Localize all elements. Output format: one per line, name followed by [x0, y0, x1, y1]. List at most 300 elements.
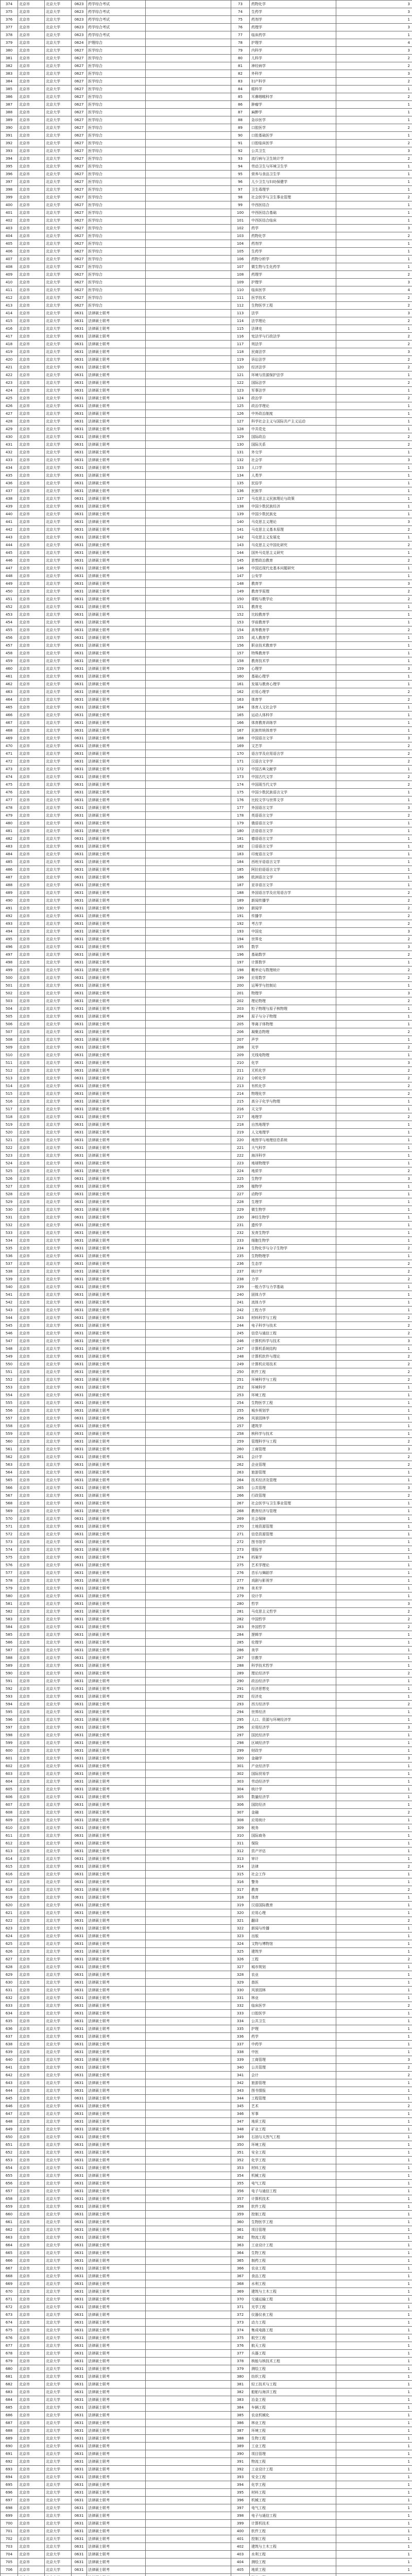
table-cell: 1	[336, 2211, 412, 2218]
table-cell: 人类学	[250, 472, 336, 480]
table-row	[1, 1747, 412, 1755]
table-cell: 发展与教育心理学	[250, 681, 336, 688]
table-cell	[146, 1392, 231, 1399]
table-cell: 2	[336, 55, 412, 62]
table-cell: 法律硕士联考	[87, 2149, 146, 2157]
table-cell: 计算机应用技术	[250, 1361, 336, 1368]
table-cell: 617	[1, 1878, 18, 1886]
table-cell: 法律硕士联考	[87, 1701, 146, 1708]
table-cell: 北京市	[18, 2558, 45, 2566]
table-cell	[146, 882, 231, 889]
table-cell: 北京大学	[45, 341, 72, 348]
table-cell: 500	[1, 974, 18, 982]
table-cell: 0627	[72, 178, 87, 186]
table-cell: 0631	[72, 1175, 87, 1183]
table-cell: 北京市	[18, 1453, 45, 1461]
table-row	[1, 796, 412, 804]
table-cell	[146, 31, 231, 39]
table-cell: 334	[231, 2018, 250, 2025]
table-cell: 法律硕士联考	[87, 2543, 146, 2551]
table-cell: 233	[231, 1237, 250, 1245]
table-cell: 北京大学	[45, 1005, 72, 1013]
table-cell: 333	[231, 2010, 250, 2018]
table-cell: 粒子物理与原子核物理	[250, 1005, 336, 1013]
table-cell: 林业工程	[250, 2419, 336, 2427]
table-cell: 农业工程	[250, 2265, 336, 2273]
table-cell: 北京市	[18, 495, 45, 503]
table-cell: 506	[1, 1021, 18, 1028]
table-cell: 345	[231, 2103, 250, 2110]
table-cell: 药物化学	[250, 232, 336, 240]
table-cell: 2	[336, 271, 412, 279]
table-cell: 2	[336, 967, 412, 974]
table-cell: 1	[336, 1577, 412, 1585]
table-row	[1, 2211, 412, 2218]
table-cell: 479	[1, 812, 18, 820]
table-cell: 0631	[72, 2203, 87, 2211]
table-row	[1, 866, 412, 874]
table-cell	[146, 464, 231, 472]
table-cell	[146, 2234, 231, 2242]
table-cell	[146, 1855, 231, 1863]
table-cell: 北京大学	[45, 171, 72, 178]
table-cell: 法律硕士联考	[87, 2303, 146, 2311]
table-cell: 306	[231, 1801, 250, 1809]
table-cell	[146, 843, 231, 851]
table-row	[1, 2188, 412, 2195]
table-row	[1, 433, 412, 441]
table-cell: 684	[1, 2396, 18, 2404]
table-cell: 北京市	[18, 441, 45, 449]
table-cell: 1	[336, 1848, 412, 1855]
table-cell: 北京市	[18, 1832, 45, 1840]
table-cell: 531	[1, 1214, 18, 1222]
table-cell: 400	[1, 201, 18, 209]
table-cell	[146, 480, 231, 487]
table-cell: 北京大学	[45, 2164, 72, 2172]
table-cell	[45, 2574, 72, 2576]
table-cell	[146, 936, 231, 943]
table-cell	[146, 1724, 231, 1732]
table-cell: 北京大学	[45, 232, 72, 240]
table-cell: 法律硕士联考	[87, 2327, 146, 2334]
table-cell: 法律硕士联考	[87, 2118, 146, 2126]
table-cell: 法律史	[250, 325, 336, 333]
table-row	[1, 951, 412, 959]
table-cell: 1	[336, 101, 412, 109]
table-cell: 76	[231, 24, 250, 31]
table-cell: 北京大学	[45, 1098, 72, 1106]
table-cell: 679	[1, 2358, 18, 2365]
table-cell: 儿少卫生与妇幼保健学	[250, 178, 336, 186]
table-cell: 北京大学	[45, 1484, 72, 1492]
table-cell: 403	[231, 2551, 250, 2558]
table-cell: 马克思主义哲学	[250, 1608, 336, 1616]
table-cell: 97	[231, 186, 250, 194]
table-cell: 法律硕士联考	[87, 1446, 146, 1453]
table-cell	[146, 2056, 231, 2064]
table-row	[1, 2566, 412, 2574]
table-cell: 北京大学	[45, 109, 72, 116]
table-cell: 1	[336, 480, 412, 487]
table-cell	[146, 1028, 231, 1036]
table-cell: 动物学	[250, 1191, 336, 1198]
table-cell: 263	[231, 1469, 250, 1477]
table-cell: 127	[231, 418, 250, 426]
table-cell	[146, 851, 231, 858]
table-cell: 北京市	[18, 1113, 45, 1121]
table-row	[1, 549, 412, 557]
table-cell	[146, 441, 231, 449]
table-cell: 北京市	[18, 642, 45, 650]
table-row	[1, 1283, 412, 1291]
table-cell: 3	[336, 310, 412, 317]
table-cell: 0631	[72, 2381, 87, 2388]
table-cell	[146, 2172, 231, 2180]
table-cell: 法律硕士联考	[87, 1082, 146, 1090]
table-cell: 148	[231, 580, 250, 588]
table-cell: 法律硕士联考	[87, 449, 146, 456]
table-cell: 北京大学	[45, 371, 72, 379]
table-cell: 北京市	[18, 1677, 45, 1685]
table-cell: 1	[336, 2412, 412, 2419]
table-row	[1, 719, 412, 727]
table-row	[1, 1732, 412, 1739]
table-cell	[146, 1708, 231, 1716]
table-cell: 605	[1, 1786, 18, 1793]
table-cell: 北京大学	[45, 1863, 72, 1871]
table-cell: 0631	[72, 1577, 87, 1585]
table-cell: 0631	[72, 2180, 87, 2188]
table-cell: 北京大学	[45, 758, 72, 766]
table-cell: 北京市	[18, 1562, 45, 1569]
table-cell: 体育人文社会学	[250, 704, 336, 711]
table-cell: 法律硕士联考	[87, 1438, 146, 1446]
table-row	[1, 410, 412, 418]
table-cell: 北京大学	[45, 1469, 72, 1477]
table-cell: 北京大学	[45, 2458, 72, 2466]
table-cell: 法律硕士联考	[87, 456, 146, 464]
table-cell: 法律硕士联考	[87, 1817, 146, 1824]
table-cell: 0631	[72, 2118, 87, 2126]
table-cell: 北京大学	[45, 1430, 72, 1438]
table-cell: 1	[336, 1307, 412, 1314]
table-cell	[146, 2188, 231, 2195]
table-cell: 537	[1, 1260, 18, 1268]
table-row	[1, 1484, 412, 1492]
table-cell	[146, 201, 231, 209]
table-cell: 407	[1, 256, 18, 263]
table-cell: 北京大学	[45, 356, 72, 364]
table-cell: 1	[336, 1144, 412, 1152]
table-cell: 589	[1, 1662, 18, 1670]
table-cell: 0631	[72, 2535, 87, 2543]
table-cell	[146, 302, 231, 310]
table-cell: 1	[336, 2450, 412, 2458]
table-cell: 234	[231, 1245, 250, 1252]
table-cell: 1	[336, 1793, 412, 1801]
table-cell: 104	[231, 240, 250, 248]
table-cell: 1	[336, 1786, 412, 1793]
table-cell: 材料工程	[250, 2164, 336, 2172]
table-cell: 146	[231, 565, 250, 572]
table-cell: 法律硕士联考	[87, 827, 146, 835]
table-cell	[146, 2265, 231, 2273]
table-row	[1, 1276, 412, 1283]
table-cell	[146, 1631, 231, 1639]
table-row	[1, 634, 412, 642]
table-cell: 1	[336, 1933, 412, 1940]
table-cell: 0631	[72, 951, 87, 959]
table-row	[1, 912, 412, 920]
table-cell: 0631	[72, 1129, 87, 1137]
table-cell	[146, 1979, 231, 1987]
table-cell: 0627	[72, 201, 87, 209]
table-cell: 北京大学	[45, 611, 72, 619]
table-cell: 160	[231, 673, 250, 681]
table-cell: 476	[1, 789, 18, 796]
table-cell: 医学综合	[87, 178, 146, 186]
table-cell: 北京市	[18, 889, 45, 897]
table-cell: 北京市	[18, 2551, 45, 2558]
table-cell: 北京大学	[45, 1461, 72, 1469]
table-cell	[146, 232, 231, 240]
table-cell	[146, 1677, 231, 1685]
table-cell: 177	[231, 804, 250, 812]
table-cell: 北京市	[18, 1515, 45, 1523]
table-cell: 79	[231, 47, 250, 55]
table-row	[1, 2195, 412, 2203]
table-cell: 121	[231, 371, 250, 379]
table-cell: 北京大学	[45, 781, 72, 789]
table-cell: 643	[1, 2079, 18, 2087]
table-cell	[146, 2195, 231, 2203]
table-cell: 药学	[250, 225, 336, 232]
table-cell: 北京市	[18, 1021, 45, 1028]
table-cell: 北京大学	[45, 1268, 72, 1276]
table-cell: 631	[1, 1987, 18, 1994]
table-cell: 北京大学	[45, 1801, 72, 1809]
table-cell: 335	[231, 2025, 250, 2033]
table-cell: 北京市	[18, 936, 45, 943]
table-cell: 0631	[72, 387, 87, 395]
table-cell: 北京大学	[45, 1276, 72, 1283]
table-cell: 170	[231, 750, 250, 758]
table-cell: 法律硕士联考	[87, 673, 146, 681]
table-row	[1, 2126, 412, 2133]
table-cell: 北京大学	[45, 395, 72, 402]
table-cell	[146, 673, 231, 681]
table-cell	[146, 16, 231, 24]
table-cell	[146, 387, 231, 395]
table-cell	[146, 186, 231, 194]
table-cell: 0631	[72, 1307, 87, 1314]
table-row	[1, 70, 412, 78]
table-cell: 北京市	[18, 1484, 45, 1492]
table-row	[1, 271, 412, 279]
table-cell: 北京大学	[45, 279, 72, 286]
table-cell: 北京大学	[45, 1654, 72, 1662]
table-cell: 431	[1, 441, 18, 449]
table-cell: 565	[1, 1477, 18, 1484]
table-cell: 北京大学	[45, 1106, 72, 1113]
table-cell	[146, 194, 231, 201]
table-cell: 法律硕士联考	[87, 495, 146, 503]
table-cell: 北京大学	[45, 86, 72, 93]
table-cell: 北京市	[18, 974, 45, 982]
table-cell: 教育学	[250, 580, 336, 588]
table-cell: 0631	[72, 1608, 87, 1616]
table-cell	[146, 688, 231, 696]
table-cell: 北京大学	[45, 1701, 72, 1708]
table-cell: 北京市	[18, 8, 45, 16]
table-cell: 1	[336, 2520, 412, 2528]
table-cell: 北京大学	[45, 2133, 72, 2141]
table-cell: 507	[1, 1028, 18, 1036]
table-cell: 207	[231, 1036, 250, 1044]
table-cell: 急诊医学	[250, 116, 336, 124]
table-cell: 法律硕士联考	[87, 1585, 146, 1592]
table-cell: 340	[231, 2064, 250, 2072]
table-cell: 0631	[72, 889, 87, 897]
table-cell: 北京大学	[45, 410, 72, 418]
table-cell: 北京市	[18, 2218, 45, 2226]
table-cell: 363	[231, 2242, 250, 2249]
table-cell: 北京大学	[45, 681, 72, 688]
table-cell: 211	[231, 1067, 250, 1075]
table-cell: 法律硕士联考	[87, 1229, 146, 1237]
table-cell: 1	[336, 1840, 412, 1848]
table-cell: 221	[231, 1144, 250, 1152]
table-cell: 北京大学	[45, 959, 72, 967]
table-cell: 3	[336, 518, 412, 526]
table-cell: 78	[231, 39, 250, 47]
table-cell: 0631	[72, 1368, 87, 1376]
table-cell: 169	[231, 742, 250, 750]
table-cell: 凝聚态物理	[250, 1028, 336, 1036]
table-cell: 1	[336, 1152, 412, 1160]
table-cell	[146, 2280, 231, 2288]
table-cell: 医学综合	[87, 232, 146, 240]
table-cell: 658	[1, 2195, 18, 2203]
table-cell: 145	[231, 557, 250, 565]
table-row	[1, 186, 412, 194]
table-cell: 114	[231, 317, 250, 325]
table-cell: 620	[1, 1902, 18, 1909]
table-cell: 法律硕士联考	[87, 1871, 146, 1878]
table-row	[1, 1137, 412, 1144]
table-cell: 环境工程	[250, 2427, 336, 2435]
table-cell: 光学	[250, 1044, 336, 1052]
table-cell: 0631	[72, 974, 87, 982]
table-cell: 阿拉伯语语言文学	[250, 866, 336, 874]
table-cell: 0631	[72, 665, 87, 673]
table-cell: 396	[1, 171, 18, 178]
table-cell: 304	[231, 1786, 250, 1793]
table-cell: 2	[336, 1361, 412, 1368]
table-cell: 法律硕士联考	[87, 634, 146, 642]
table-cell: 175	[231, 789, 250, 796]
table-cell: 法律硕士联考	[87, 1677, 146, 1685]
table-cell	[146, 1886, 231, 1894]
table-cell: 北京市	[18, 1554, 45, 1562]
table-cell: 法律硕士联考	[87, 750, 146, 758]
table-cell: 0627	[72, 140, 87, 147]
table-cell: 0631	[72, 1979, 87, 1987]
table-cell: 北京大学	[45, 1817, 72, 1824]
table-cell	[146, 827, 231, 835]
table-cell: 216	[231, 1106, 250, 1113]
table-cell: 120	[231, 364, 250, 371]
table-cell: 法律硕士联考	[87, 2141, 146, 2149]
table-cell: 1	[336, 2218, 412, 2226]
table-cell	[146, 2133, 231, 2141]
table-cell: 608	[1, 1809, 18, 1817]
table-cell: 美术学	[250, 1585, 336, 1592]
table-cell: 447	[1, 565, 18, 572]
table-cell: 法律硕士联考	[87, 1307, 146, 1314]
table-cell: 698	[1, 2504, 18, 2512]
table-cell: 北京大学	[45, 2358, 72, 2365]
table-cell: 354	[231, 2172, 250, 2180]
table-cell: 2	[336, 78, 412, 86]
table-cell: 法律硕士联考	[87, 2396, 146, 2404]
table-cell: 世界经济	[250, 1708, 336, 1716]
table-cell	[146, 1206, 231, 1214]
table-cell: 建筑学	[250, 1422, 336, 1430]
table-cell	[146, 1368, 231, 1376]
table-cell: 2	[336, 541, 412, 549]
table-cell: 细胞生物学	[250, 1237, 336, 1245]
table-cell: 北京市	[18, 1894, 45, 1902]
table-cell: 0631	[72, 959, 87, 967]
table-cell: 592	[1, 1685, 18, 1693]
table-cell: 北京大学	[45, 2373, 72, 2381]
table-cell: 330	[231, 1987, 250, 1994]
table-cell: 1	[336, 1198, 412, 1206]
table-cell: 379	[1, 39, 18, 47]
table-cell: 林业	[250, 1994, 336, 2002]
table-cell: 电子与通信工程	[250, 2188, 336, 2195]
table-cell	[146, 78, 231, 86]
table-cell: 北京大学	[45, 1067, 72, 1075]
table-row	[1, 1438, 412, 1446]
table-cell: 北京大学	[45, 1716, 72, 1724]
table-cell	[146, 109, 231, 116]
table-cell: 198	[231, 967, 250, 974]
table-cell: 308	[231, 1817, 250, 1824]
table-cell: 264	[231, 1477, 250, 1484]
table-row	[1, 1337, 412, 1345]
table-cell: 北京市	[18, 2249, 45, 2257]
table-cell: 705	[1, 2558, 18, 2566]
table-cell: 683	[1, 2388, 18, 2396]
table-cell: 北京市	[18, 619, 45, 626]
table-cell: 1	[336, 186, 412, 194]
table-cell: 北京大学	[45, 62, 72, 70]
table-cell: 0631	[72, 2211, 87, 2218]
table-cell: 0631	[72, 2010, 87, 2018]
table-cell: 441	[1, 518, 18, 526]
table-cell	[146, 70, 231, 78]
table-cell: 612	[1, 1840, 18, 1848]
table-cell: 法律硕士联考	[87, 2095, 146, 2103]
table-cell: 2	[336, 194, 412, 201]
table-cell: 北京大学	[45, 2064, 72, 2072]
table-cell: 697	[1, 2497, 18, 2504]
table-cell: 1	[336, 1430, 412, 1438]
table-cell: 法律硕士联考	[87, 2373, 146, 2381]
